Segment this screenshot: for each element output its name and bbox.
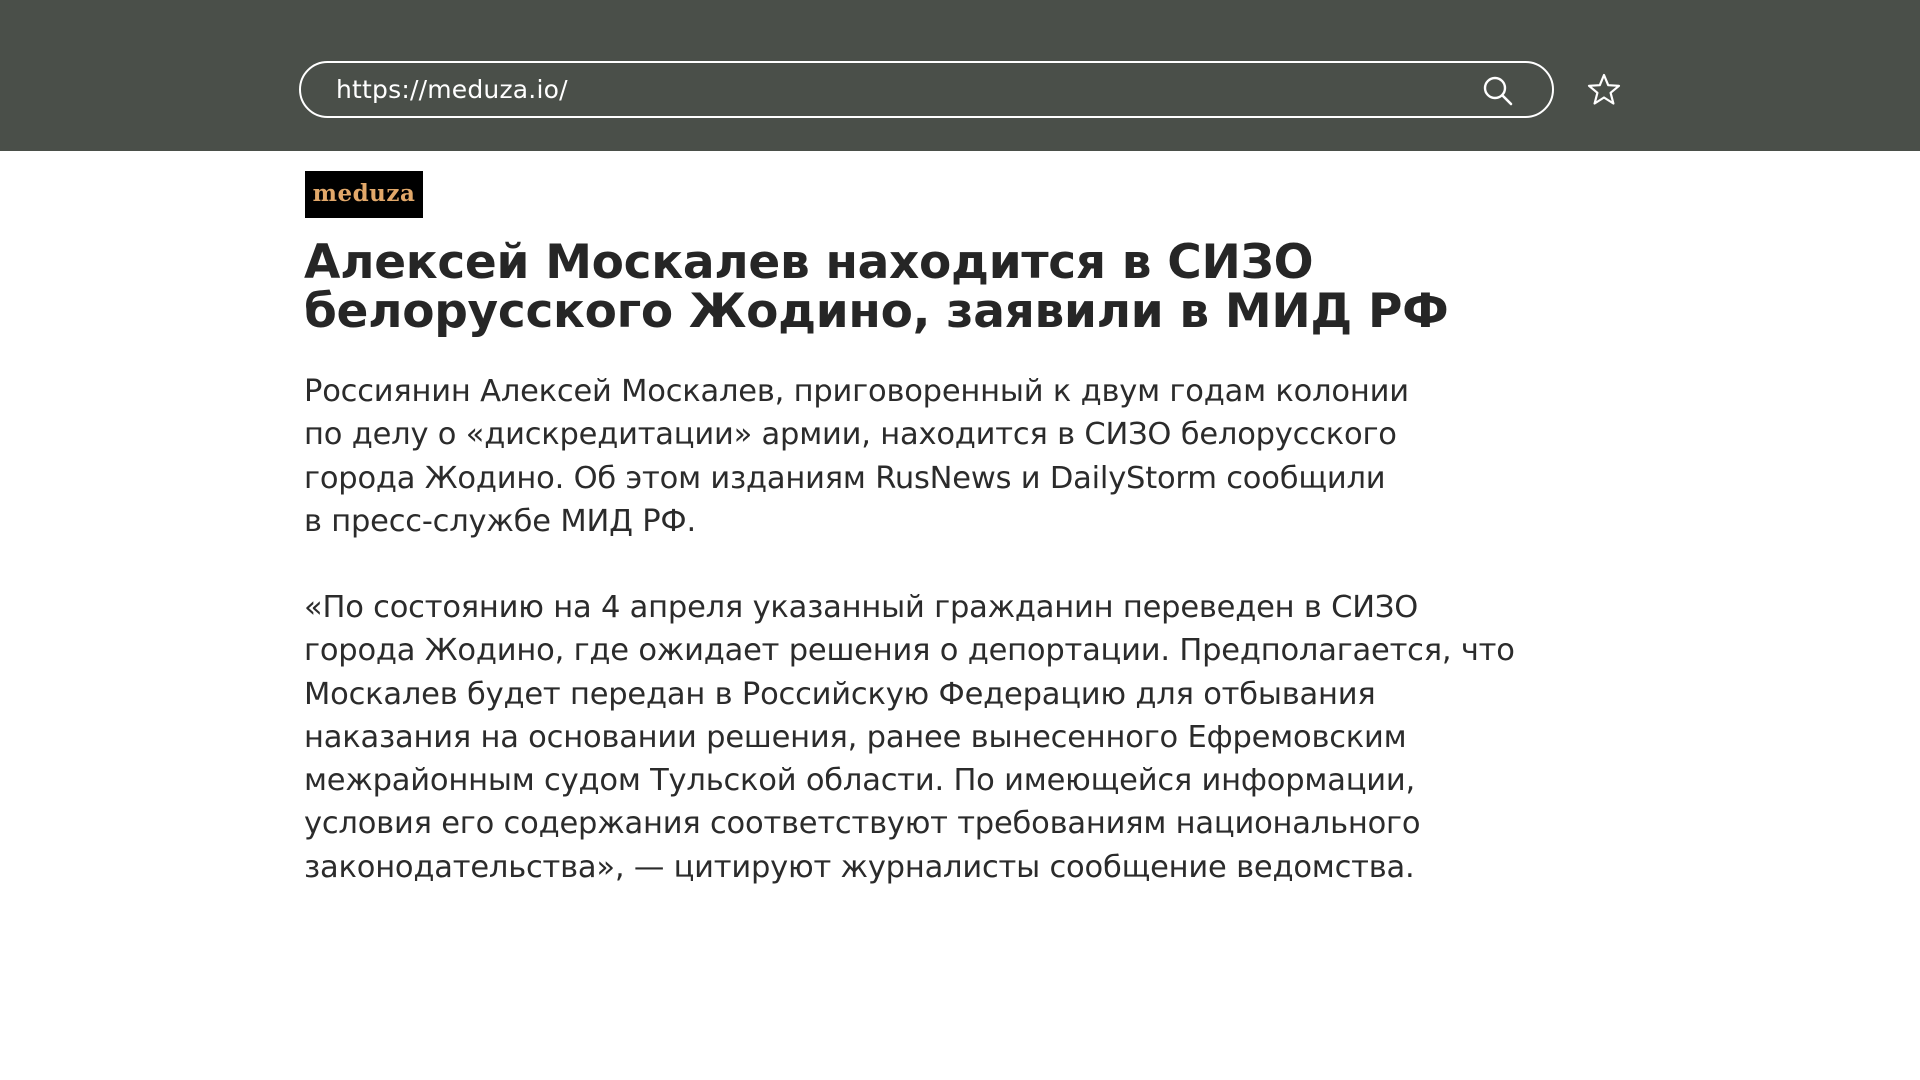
article-headline [304,235,1704,339]
paragraph-line: наказания на основании решения, ранее вынесенного Ефремовским [304,719,1407,755]
paragraph-line: в пресс-службе МИД РФ. [304,503,696,539]
paragraph-line: по делу о «дискредитации» армии, находится в СИЗО белорусского [304,417,1397,453]
headline-line: белорусского Жодино, заявили в МИД РФ [304,284,1449,339]
meduza-logo[interactable] [305,171,423,218]
address-bar[interactable] [299,61,1554,118]
paragraph-line: межрайонным судом Тульской области. По имеющейся информации, [304,763,1415,799]
paragraph-line: законодательства», — цитируют журналисты сообщение ведомства. [304,849,1415,885]
paragraph-line: Россиянин Алексей Москалев, приговоренный к двум годам колонии [304,374,1409,409]
paragraph-line: города Жодино, где ожидает решения о депортации. Предполагается, что [304,633,1515,669]
search-icon[interactable] [1482,75,1514,107]
paragraph-line: «По состоянию на 4 апреля указанный гражданин переведен в СИЗО [304,590,1419,625]
paragraph-line: условия его содержания соответствуют требованиям национального [304,806,1421,842]
article-paragraph-1 [304,370,1664,543]
star-icon[interactable] [1586,72,1622,108]
paragraph-line: города Жодино. Об этом изданиям RusNews и DailyStorm сообщили [304,460,1386,496]
browser-toolbar [0,0,1920,151]
logo-text: meduza [312,180,416,207]
url-text[interactable]: https://meduza.io/ [336,75,568,104]
headline-line: Алексей Москалев находится в СИЗО [304,235,1314,290]
article-paragraph-2 [304,586,1664,889]
paragraph-line: Москалев будет передан в Российскую Федерацию для отбывания [304,676,1376,712]
